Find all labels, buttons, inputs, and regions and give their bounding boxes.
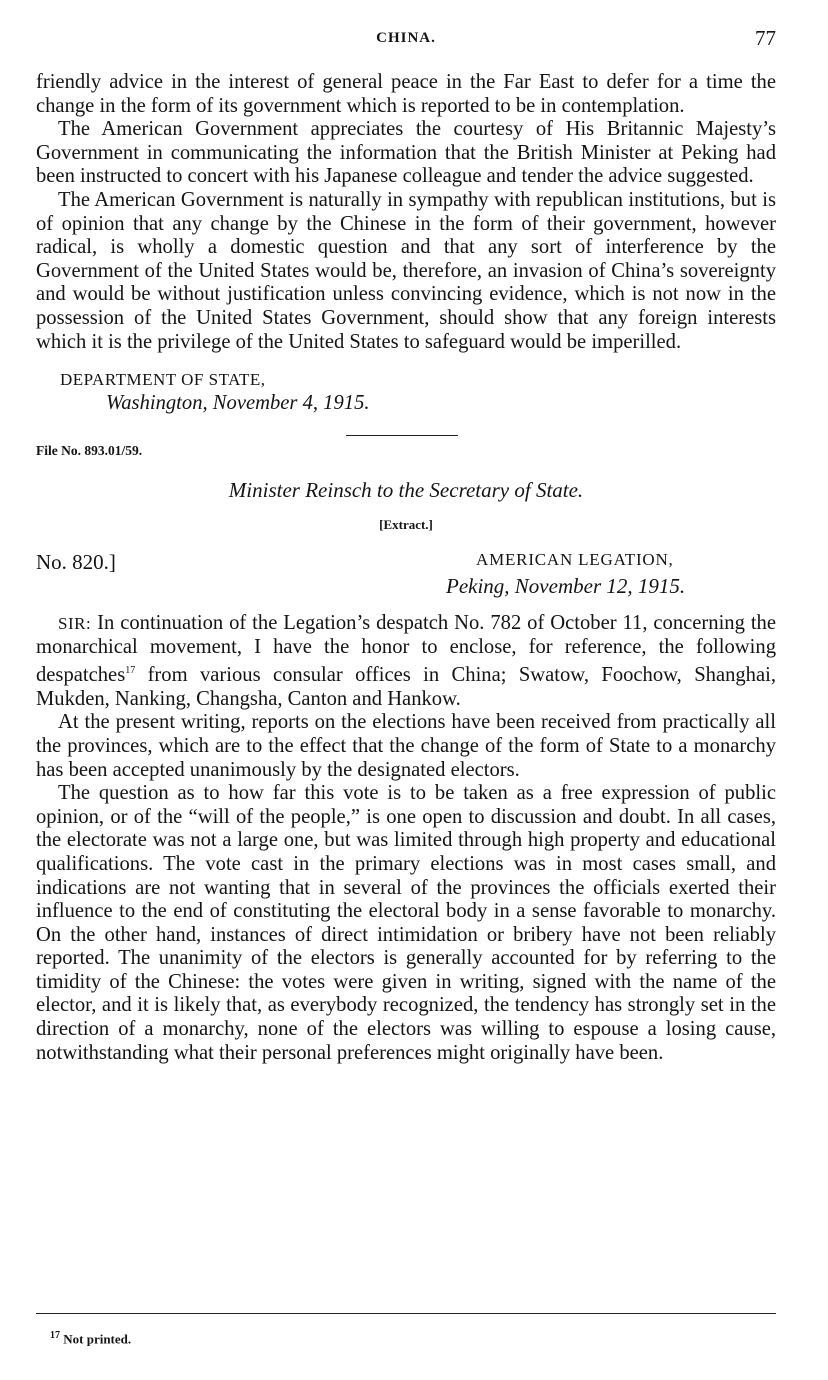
signoff-department: DEPARTMENT OF STATE, bbox=[60, 370, 266, 390]
section-divider bbox=[346, 435, 458, 436]
letter-p1-text-rest: from various consular offices in China; Swatow, Foochow, Shanghai, Mukden, Nanking, Changsha, Canton and Hankow. bbox=[36, 664, 776, 710]
file-number: File No. 893.01/59. bbox=[36, 443, 143, 459]
letter-paragraph-2: At the present writing, reports on the elections have been received from practically all the provinces, which are to the effect that the change of the form of State to a monarchy has been accepted unanimously by the designated electors. bbox=[36, 711, 776, 781]
footnote-reference: 17 bbox=[125, 665, 136, 677]
salutation: SIR: bbox=[58, 614, 92, 634]
document-heading: Minister Reinsch to the Secretary of State. bbox=[228, 478, 584, 503]
letter-head bbox=[36, 550, 776, 608]
paragraph-sympathy: The American Government is naturally in sympathy with republican institutions, but is of opinion that any change by the Chinese in the form of their government, however radical, is wholly a domestic question and that any sort of interference by the Government of the United States would be, therefore, an invasion of China’s sovereignty and would be without justification unless convincing evidence, which is not now in the possession of the United States Government, should show that any foreign interests which it is the privilege of the United States to safeguard would be imperilled. bbox=[36, 188, 776, 353]
file-row bbox=[36, 435, 776, 461]
footnote-text: Not printed. bbox=[63, 1331, 132, 1347]
running-head bbox=[36, 26, 776, 56]
footnote bbox=[50, 1330, 131, 1347]
footnote-mark: 17 bbox=[50, 1330, 60, 1341]
footnote-rule bbox=[36, 1313, 776, 1314]
legation-name: AMERICAN LEGATION, bbox=[476, 550, 674, 570]
page-body bbox=[36, 71, 776, 1065]
paragraph-courtesy: The American Government appreciates the courtesy of His Britannic Majesty’s Government in communicating the information that the British Minister at Peking had been instructed to concert with his Japanese colleague and tender the advice suggested. bbox=[36, 118, 776, 188]
running-title: CHINA. bbox=[376, 30, 436, 46]
despatch-number: No. 820.] bbox=[36, 550, 116, 575]
letter-paragraph-1 bbox=[36, 612, 776, 711]
letter-p1-text: In continuation of the Legation’s despatch No. 782 of October 11, concerning the monarchical movement, I have the honor to enclose, for reference, the following despatches bbox=[36, 612, 776, 687]
extract-label: [Extract.] bbox=[379, 517, 433, 533]
letter-body bbox=[36, 612, 776, 1065]
legation-place-date: Peking, November 12, 1915. bbox=[446, 574, 686, 599]
page-number: 77 bbox=[755, 26, 776, 50]
letter-paragraph-3: The question as to how far this vote is to be taken as a free expression of public opinion, or of the “will of the people,” is one open to discussion and doubt. In all cases, the electorate was not a large one, but was limited through high property and educational qualifications. The vote cast in the primary elections was in most cases small, and indications are not wanting that in several of the provinces the officials exerted their influence to the end of constituting the electoral body in a sense favorable to monarchy. On the other hand, instances of direct intimidation or bribery have not been reliably reported. The unanimity of the electors is generally accounted for by referring to the timidity of the Chinese: the votes were given in writing, signed with the name of the elector, and it is likely that, as everybody recognized, the tendency has strongly set in the direction of a monarchy, none of the electors was willing to espouse a losing cause, notwithstanding what their personal preferences might originally have been. bbox=[36, 782, 776, 1064]
signoff-place-date: Washington, November 4, 1915. bbox=[106, 392, 370, 415]
paragraph-continuation: friendly advice in the interest of general peace in the Far East to defer for a time the change in the form of its government which is reported to be in contemplation. bbox=[36, 71, 776, 117]
